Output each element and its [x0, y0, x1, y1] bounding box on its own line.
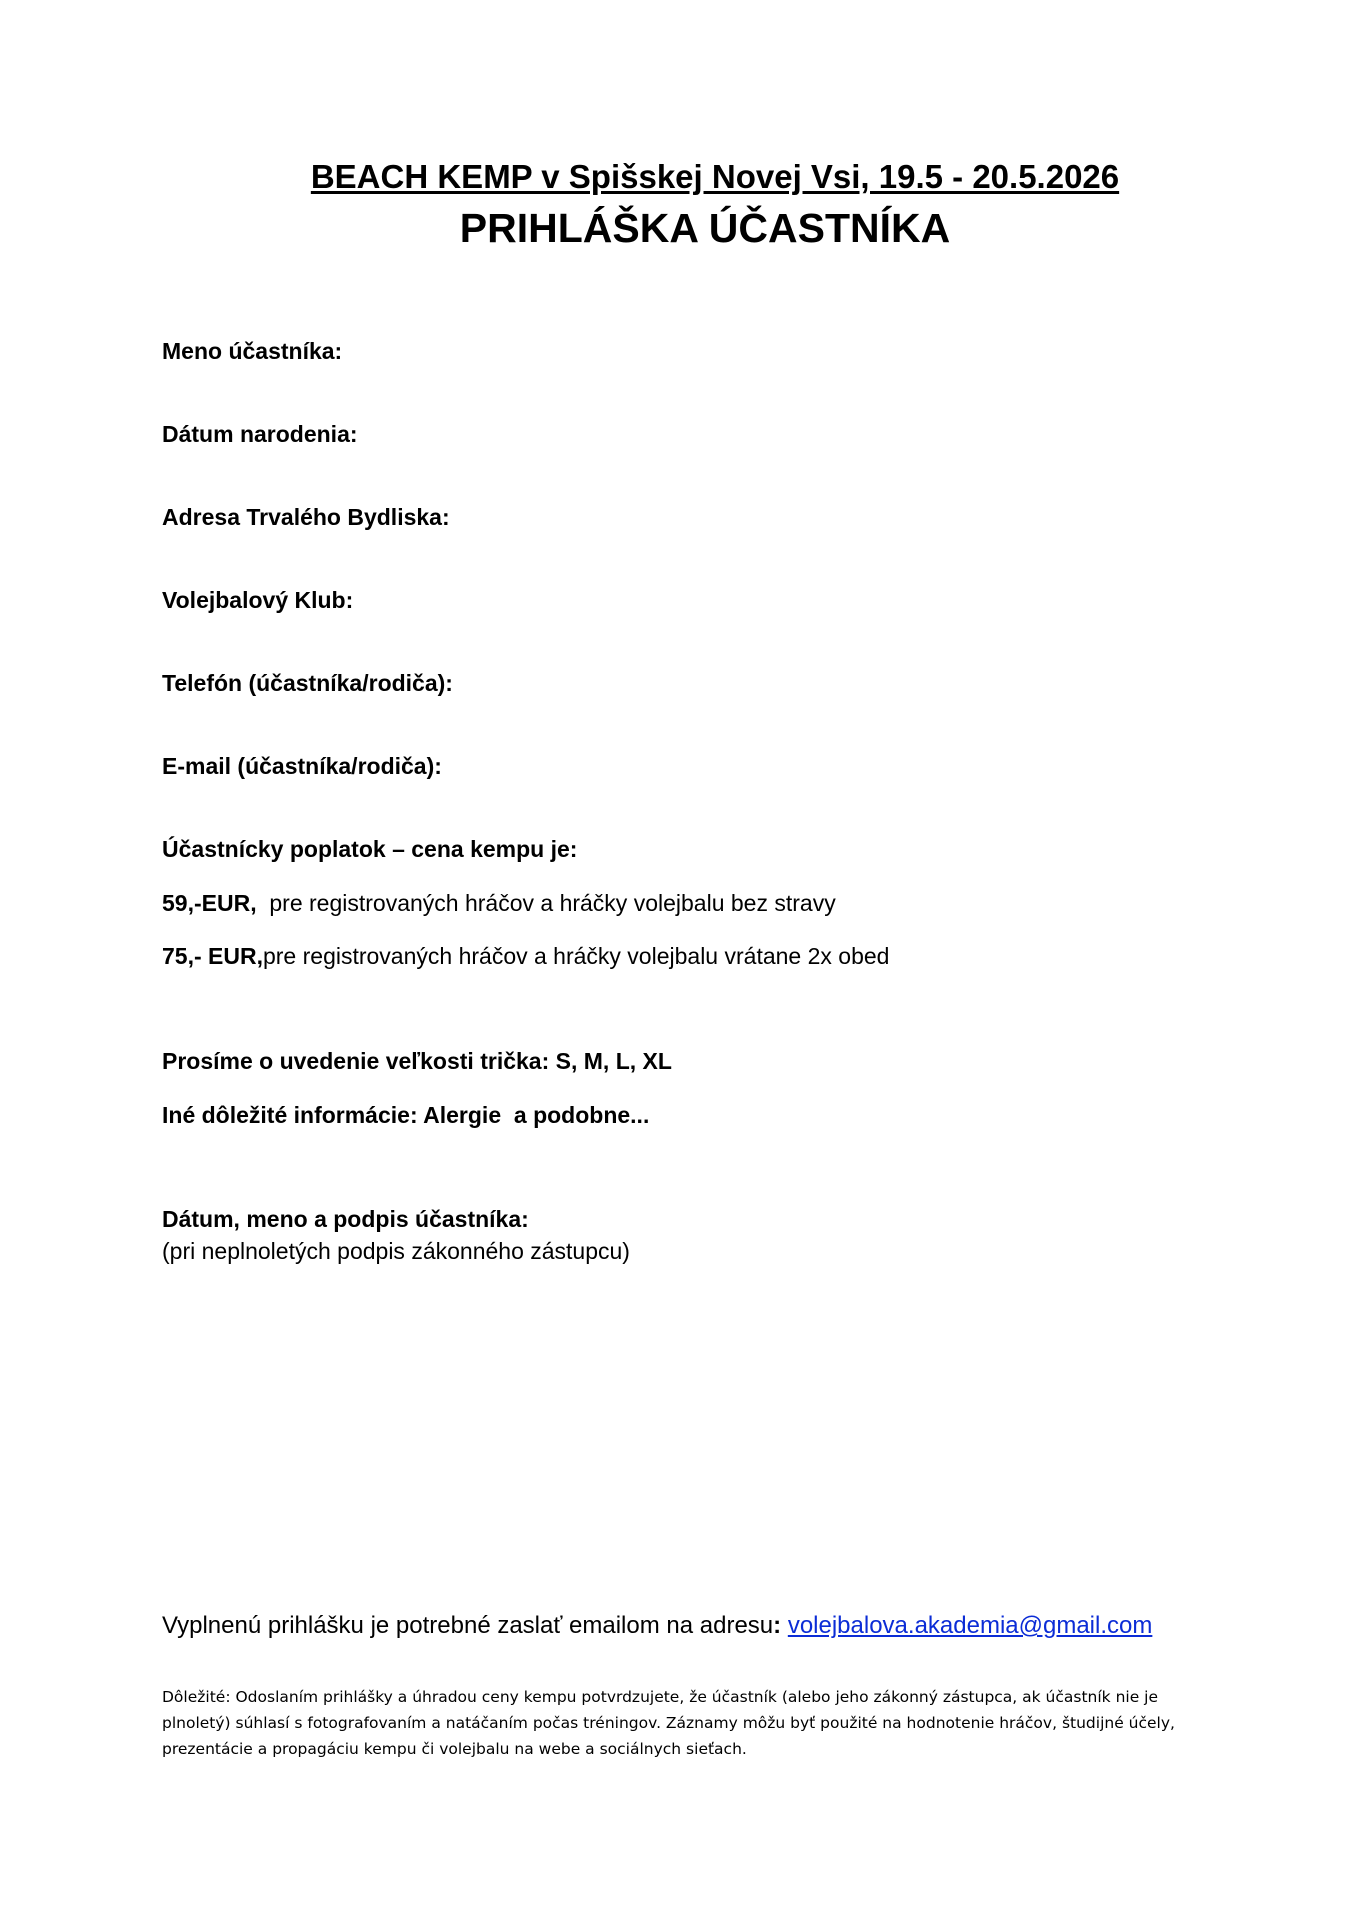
fee-option-2 — [162, 943, 889, 970]
event-title: BEACH KEMP v Spišskej Novej Vsi, 19.5 - 20.5.2026 — [310, 158, 1120, 195]
tshirt-size-label: Prosíme o uvedenie veľkosti trička: S, M, L, XL — [162, 1048, 672, 1074]
signature-label: Dátum, meno a podpis účastníka: — [162, 1206, 529, 1232]
field-label-club: Volejbalový Klub: — [162, 587, 354, 613]
field-label-address: Adresa Trvalého Bydliska: — [162, 504, 450, 530]
fee-option-2-text: pre registrovaných hráčov a hráčky volejbalu vrátane 2x obed — [262, 943, 890, 969]
fee-option-2-price: 75,- EUR, — [162, 943, 263, 969]
fee-option-1-text: pre registrovaných hráčov a hráčky volejbalu bez stravy — [256, 890, 836, 916]
contact-email-link[interactable]: volejbalova.akademia@gmail.com — [787, 1612, 1153, 1639]
fee-option-1 — [162, 890, 836, 917]
submission-text: Vyplnenú prihlášku je potrebné zaslať emailom na adresu — [162, 1612, 774, 1639]
fee-heading: Účastnícky poplatok – cena kempu je: — [162, 836, 578, 862]
field-label-birth-date: Dátum narodenia: — [162, 421, 358, 447]
form-title: PRIHLÁŠKA ÚČASTNÍKA — [459, 205, 951, 251]
field-label-email: E-mail (účastníka/rodiča): — [162, 753, 442, 779]
submission-instructions — [162, 1612, 1152, 1640]
field-label-phone: Telefón (účastníka/rodiča): — [162, 670, 453, 696]
disclaimer-text: Dôležité: Odoslaním prihlášky a úhradou ceny kempu potvrdzujete, že účastník (alebo jeho zákonný zástupca, ak účastník nie je plnoletý) súhlasí s fotografovaním a natáčaním počas tréningov. Záznamy môžu byť použité na hodnotenie hráčov, študijné účely, prezentácie a propagáciu kempu či volejbalu na webe a sociálnych sieťach. — [162, 1688, 1175, 1758]
submission-colon: : — [773, 1612, 782, 1639]
field-label-name: Meno účastníka: — [162, 338, 343, 364]
fee-option-1-price: 59,-EUR, — [162, 890, 257, 916]
other-info-label: Iné dôležité informácie: Alergie a podobne... — [162, 1102, 650, 1128]
signature-note: (pri neplnoletých podpis zákonného zástupcu) — [162, 1238, 630, 1264]
